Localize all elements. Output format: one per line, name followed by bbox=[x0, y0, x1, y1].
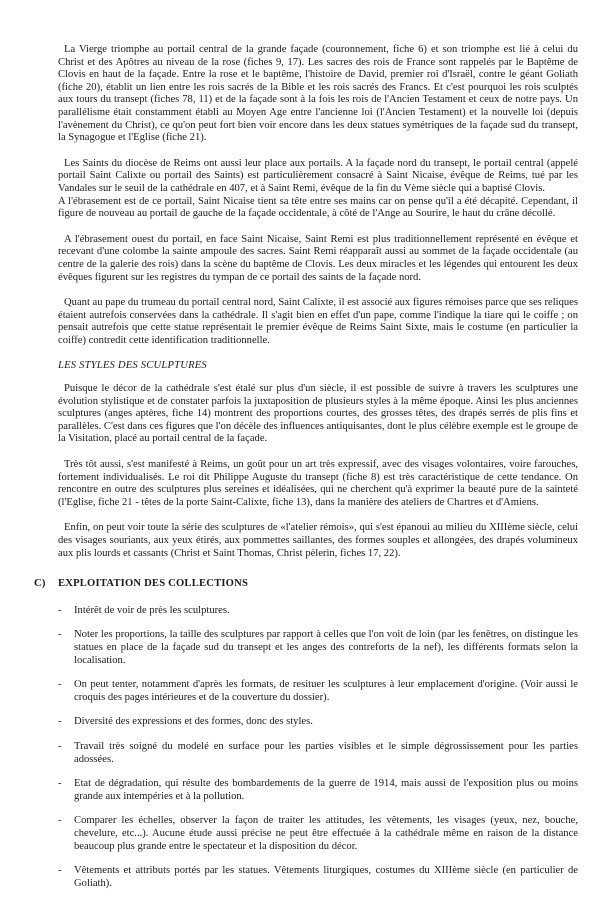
document-page bbox=[34, 44, 578, 902]
list-item bbox=[58, 741, 578, 766]
list-item-text: Intérêt de voir de près les sculptures. bbox=[74, 604, 230, 616]
paragraph-saints-diocese: Les Saints du diocèse de Reims ont aussi leur place aux portails. A la façade nord du transept, le portail central (appelé portail Saint Calixte ou portail des Saints) est particulièrement consacré à Saint Nicaise, évêque de Reims, tué par les Vandales sur le seuil de la cathédrale en 407, et à Saint Remi, évêque de la fin du Vème siècle qui a baptisé Clovis. A l'ébrasement est de ce portail, Saint Nicaise tient sa tête entre ses mains car on pense qu'il a été décapité. Cependant, il figure de nouveau au portail de gauche de la façade occidentale, à côté de l'Ange au Sourire, le haut du crâne décollé. bbox=[58, 157, 578, 220]
section-heading bbox=[34, 578, 578, 591]
bullet-dash: - bbox=[58, 716, 62, 728]
list-item-text: Etat de dégradation, qui résulte des bombardements de la guerre de 1914, mais aussi de l'exposition plus ou moins grande aux intempéries et à la pollution. bbox=[74, 778, 578, 802]
paragraph-ebrasement-ouest: A l'ébrasement ouest du portail, en face Saint Nicaise, Saint Remi est plus traditionnellement représenté en évêque et recevant d'une colombe la sainte ampoule des sacres. Saint Remi réapparaît aussi au sommet de la façade occidentale (au centre de la galerie des rois) dans la scène du baptême de Clovis. Les deux miracles et les légendes qui entourent les deux évêques figurent sur les registres du tympan de ce portail des saints de la façade nord. bbox=[58, 233, 578, 283]
exploitation-list bbox=[58, 605, 578, 891]
section-title: EXPLOITATION DES COLLECTIONS bbox=[58, 578, 249, 590]
bullet-dash: - bbox=[58, 740, 62, 752]
paragraph-triomphe-vierge: La Vierge triomphe au portail central de la grande façade (couronnement, fiche 6) et son triomphe est lié à celui du Christ et des Apôtres au niveau de la rose (fiches 9, 17). Les sacres des rois de France sont rappelés par le Baptême de Clovis en haut de la façade. Entre la rose et le baptême, l'histoire de David, premier roi d'Israël, contre le géant Goliath (fiche 20), établit un lien entre les rois sacrés de la Bible et les rois sacrés des Francs. Et c'est pourquoi les rois sculptés aux tours du transept (fiches 78, 11) et de la façade sont à la fois les rois de l'Ancien Testament et ceux de notre pays. Un parallélisme était constamment établi au Moyen Age entre l'ancienne loi (l'Ancien Testament) et la nouvelle loi (depuis l'avènement du Christ), ce qu'on peut fort bien voir encore dans les deux statues symétriques de la façade sud du transept, la Synagogue et l'Eglise (fiche 21). bbox=[58, 44, 578, 144]
list-item-text: Travail très soigné du modelé en surface pour les parties visibles et le simple dégrossissement pour les parties adossées. bbox=[74, 740, 578, 765]
list-item-text: Diversité des expressions et des formes, donc des styles. bbox=[74, 716, 313, 728]
bullet-dash: - bbox=[58, 815, 62, 827]
bullet-dash: - bbox=[58, 778, 62, 790]
list-item bbox=[58, 815, 578, 853]
list-item bbox=[58, 679, 578, 704]
list-item bbox=[58, 865, 578, 890]
list-item-text: Comparer les échelles, observer la façon de traiter les attitudes, les vêtements, les visages (yeux, nez, bouche, chevelure, etc...). Aucune étude aussi précise ne peut être effectuée à la cathédrale même en raison de la distance beaucoup plus grande entre le spectateur et la disposition du décor. bbox=[74, 815, 578, 852]
paragraph-atelier-remois: Enfin, on peut voir toute la série des sculptures de «l'atelier rémois», qui s'est épanoui au milieu du XIIIème siècle, celui des visages souriants, aux yeux étirés, aux pommettes saillantes, des formes souples et allongées, des drapés volumineux aux plis lourds et cassants (Christ et Saint Thomas, Christ pèlerin, fiches 17, 22). bbox=[58, 522, 578, 559]
list-item bbox=[58, 605, 578, 618]
list-item bbox=[58, 629, 578, 667]
list-item bbox=[58, 778, 578, 803]
paragraph-styles-evolution: Puisque le décor de la cathédrale s'est étalé sur plus d'un siècle, il est possible de suivre à travers les sculptures une évolution stylistique et de constater parfois la juxtaposition de plusieurs styles à la même époque. Ainsi les plus anciennes sculptures (anges aptères, fiche 14) montrent des proportions courtes, des grosses têtes, des drapés serrés de plis fins et parallèles. C'est dans ces figures que l'on décèle des influences antiquisantes, dont le plus célèbre exemple est le groupe de la Visitation, placé au portail central de la façade. bbox=[58, 383, 578, 445]
list-item-text: Noter les proportions, la taille des sculptures par rapport à celles que l'on voit de loin (par les fenêtres, on distingue les statues en place de la façade sud du transept et les anges des contreforts de la nef), les différents formats selon la localisation. bbox=[74, 629, 578, 666]
paragraph-pape-trumeau: Quant au pape du trumeau du portail central nord, Saint Calixte, il est associé aux figures rémoises parce que ses reliques étaient autrefois conservées dans la cathédrale. Il s'agit bien en effet d'un pape, comme l'indique la tiare qui le coiffe ; on pensait autrefois que cette statue représentait le premier évêque de Reims Saint Sixte, mais le costume (en particulier la coiffe) contredit cette identification traditionnelle. bbox=[58, 297, 578, 346]
paragraph-styles-expressif: Très tôt aussi, s'est manifesté à Reims, un goût pour un art très expressif, avec des visages volontaires, voire farouches, fortement individualisés. Le roi dit Philippe Auguste du transept (fiche 8) est très caractéristique de cette tendance. On rencontre en outre des sculptures plus sereines et idéalisées, qui ne cherchent qu'à exprimer la beauté pure de la sainteté (l'Eglise, fiche 21 - têtes de la porte Saint-Calixte, fiche 13), dans la manière des ateliers de Chartres et d'Amiens. bbox=[58, 459, 578, 508]
list-item-text: Vêtements et attributs portés par les statues. Vêtements liturgiques, costumes du XIIIème siècle (en particulier de Goliath). bbox=[74, 865, 578, 889]
list-item-text: On peut tenter, notamment d'après les formats, de resituer les sculptures à leur emplacement d'origine. (Voir aussi le croquis des pages intérieures et de la couverture du dossier). bbox=[74, 679, 578, 703]
bullet-dash: - bbox=[58, 865, 62, 877]
bullet-dash: - bbox=[58, 679, 62, 691]
styles-heading: LES STYLES DES SCULPTURES bbox=[58, 360, 207, 372]
list-item bbox=[58, 716, 578, 729]
section-letter: C) bbox=[34, 578, 46, 590]
bullet-dash: - bbox=[58, 604, 62, 616]
bullet-dash: - bbox=[58, 629, 62, 641]
